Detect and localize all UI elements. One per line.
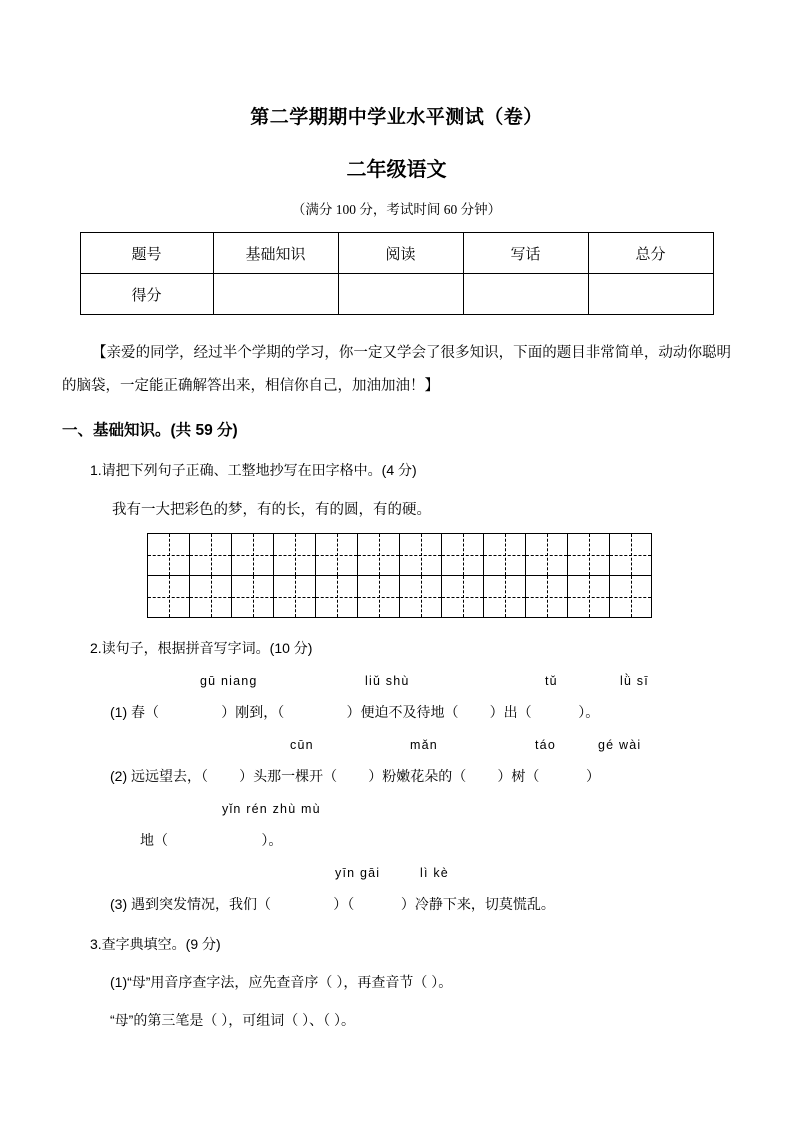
tianzige-horizontal-guide xyxy=(484,555,525,556)
table-row xyxy=(80,274,713,315)
tianzige-cell[interactable] xyxy=(232,576,274,618)
tianzige-cell[interactable] xyxy=(400,534,442,576)
pinyin-syllable: lì kè xyxy=(420,866,449,881)
question-3-line-1[interactable]: (1)“母”用音序查字法，应先查音序（ ），再查音节（ ）。 xyxy=(110,974,453,991)
score-table-cell-blank[interactable] xyxy=(338,274,463,315)
pinyin-syllable: gé wài xyxy=(598,738,642,753)
section-heading-basics: 一、基础知识。(共 59 分) xyxy=(62,422,238,440)
tianzige-horizontal-guide xyxy=(568,597,609,598)
tianzige-cell[interactable] xyxy=(526,576,568,618)
page-subtitle: 二年级语文 xyxy=(346,159,447,181)
tianzige-cell[interactable] xyxy=(148,534,190,576)
tianzige-horizontal-guide xyxy=(190,597,231,598)
tianzige-horizontal-guide xyxy=(400,597,441,598)
tianzige-cell[interactable] xyxy=(526,534,568,576)
tianzige-horizontal-guide xyxy=(274,555,315,556)
tianzige-horizontal-guide xyxy=(316,597,357,598)
tianzige-cell[interactable] xyxy=(610,576,652,618)
tianzige-cell[interactable] xyxy=(484,576,526,618)
tianzige-horizontal-guide xyxy=(526,555,567,556)
question-1-prompt: 1.请把下列句子正确、工整地抄写在田字格中。(4 分) xyxy=(90,462,417,479)
tianzige-cell[interactable] xyxy=(274,576,316,618)
tianzige-horizontal-guide xyxy=(274,597,315,598)
pinyin-syllable: gū niang xyxy=(200,674,258,689)
tianzige-horizontal-guide xyxy=(148,555,189,556)
page-title: 第二学期期中学业水平测试（卷） xyxy=(250,107,543,128)
tianzige-cell[interactable] xyxy=(400,576,442,618)
exam-meta: （满分 100 分，考试时间 60 分钟） xyxy=(291,202,502,217)
tianzige-horizontal-guide xyxy=(190,555,231,556)
pinyin-syllable: cūn xyxy=(290,738,314,753)
score-table-cell: 写话 xyxy=(463,233,588,274)
tianzige-row xyxy=(148,534,652,576)
score-table-cell-blank[interactable] xyxy=(588,274,713,315)
tianzige-cell[interactable] xyxy=(442,534,484,576)
tianzige-horizontal-guide xyxy=(316,555,357,556)
tianzige-horizontal-guide xyxy=(232,555,273,556)
tianzige-cell[interactable] xyxy=(190,534,232,576)
tianzige-horizontal-guide xyxy=(568,555,609,556)
tianzige-cell[interactable] xyxy=(232,534,274,576)
tianzige-grid[interactable] xyxy=(147,533,652,618)
tianzige-horizontal-guide xyxy=(358,555,399,556)
question-3-prompt: 3.查字典填空。(9 分) xyxy=(90,936,221,953)
tianzige-horizontal-guide xyxy=(232,597,273,598)
tianzige-cell[interactable] xyxy=(274,534,316,576)
tianzige-cell[interactable] xyxy=(568,576,610,618)
pinyin-syllable: yīn gāi xyxy=(335,866,381,881)
tianzige-horizontal-guide xyxy=(610,597,651,598)
score-table xyxy=(80,232,714,315)
pinyin-syllable: liǔ shù xyxy=(365,674,410,689)
pinyin-syllable: mǎn xyxy=(410,738,438,753)
score-table-wrapper xyxy=(80,232,714,315)
tianzige-horizontal-guide xyxy=(610,555,651,556)
score-table-cell: 阅读 xyxy=(338,233,463,274)
tianzige-cell[interactable] xyxy=(484,534,526,576)
score-table-cell-blank[interactable] xyxy=(463,274,588,315)
pinyin-syllable: lǜ sī xyxy=(620,674,649,689)
pinyin-syllable: táo xyxy=(535,738,556,753)
table-row xyxy=(80,233,713,274)
tianzige-grid-wrapper xyxy=(147,533,793,618)
tianzige-horizontal-guide xyxy=(442,555,483,556)
pinyin-syllable: tǔ xyxy=(545,674,558,689)
tianzige-horizontal-guide xyxy=(442,597,483,598)
score-table-cell: 基础知识 xyxy=(213,233,338,274)
tianzige-cell[interactable] xyxy=(316,534,358,576)
question-2-line-2[interactable]: (2) 远远望去，（ ）头那一棵开（ ）粉嫩花朵的（ ）树（ ） xyxy=(110,768,601,785)
question-2-prompt: 2.读句子，根据拼音写字词。(10 分) xyxy=(90,640,313,657)
tianzige-cell[interactable] xyxy=(358,534,400,576)
tianzige-horizontal-guide xyxy=(484,597,525,598)
tianzige-cell[interactable] xyxy=(148,576,190,618)
score-table-cell: 得分 xyxy=(80,274,213,315)
tianzige-cell[interactable] xyxy=(316,576,358,618)
score-table-cell-blank[interactable] xyxy=(213,274,338,315)
score-table-cell: 题号 xyxy=(80,233,213,274)
pinyin-row-4 xyxy=(0,866,793,886)
tianzige-cell[interactable] xyxy=(358,576,400,618)
score-table-cell: 总分 xyxy=(588,233,713,274)
tianzige-cell[interactable] xyxy=(568,534,610,576)
question-2-line-4[interactable]: (3) 遇到突发情况，我们（ ）（ ）冷静下来，切莫慌乱。 xyxy=(110,896,555,913)
tianzige-row xyxy=(148,576,652,618)
tianzige-cell[interactable] xyxy=(442,576,484,618)
pinyin-syllable: yǐn rén zhù mù xyxy=(222,802,321,817)
tianzige-horizontal-guide xyxy=(358,597,399,598)
intro-paragraph: 【亲爱的同学，经过半个学期的学习，你一定又学会了很多知识，下面的题目非常简单，动动你聪明的脑袋，一定能正确解答出来，相信你自己，加油加油！】 xyxy=(62,345,731,394)
pinyin-row-1 xyxy=(0,674,793,694)
tianzige-horizontal-guide xyxy=(400,555,441,556)
pinyin-row-3 xyxy=(0,802,793,822)
question-2-line-1[interactable]: (1) 春（ ）刚到，（ ）便迫不及待地（ ）出（ ）。 xyxy=(110,704,600,721)
question-2-line-3[interactable]: 地（ ）。 xyxy=(140,832,283,849)
tianzige-cell[interactable] xyxy=(190,576,232,618)
question-1-sentence: 我有一大把彩色的梦，有的长，有的圆，有的硬。 xyxy=(112,502,431,519)
tianzige-horizontal-guide xyxy=(526,597,567,598)
tianzige-horizontal-guide xyxy=(148,597,189,598)
pinyin-row-2 xyxy=(0,738,793,758)
question-3-line-2[interactable]: “母”的第三笔是（ ），可组词（ ）、（ ）。 xyxy=(110,1012,355,1029)
tianzige-cell[interactable] xyxy=(610,534,652,576)
